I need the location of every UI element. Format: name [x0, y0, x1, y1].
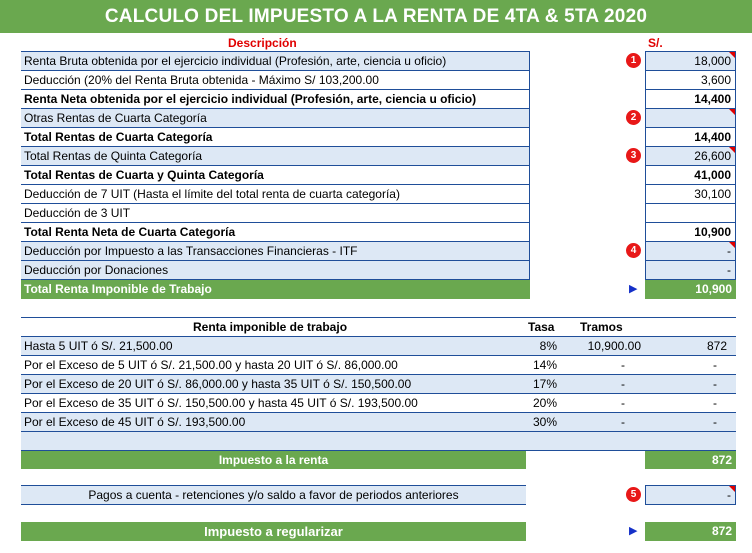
row-renta-bruta[interactable]: Renta Bruta obtenida por el ejercicio individual (Profesión, arte, ciencia u oficio): [21, 52, 529, 71]
row-deduccion-20[interactable]: Deducción (20% del Renta Bruta obtenida - Máximo S/ 103,200.00: [21, 71, 529, 90]
value-deduccion-donaciones[interactable]: -: [646, 261, 735, 280]
bracket-impuesto: -: [713, 396, 717, 410]
bracket-impuesto: -: [713, 377, 717, 391]
value-otras-rentas[interactable]: [646, 109, 735, 128]
play-arrow-icon: ▶: [629, 283, 638, 295]
row-total-cuarta-quinta[interactable]: Total Rentas de Cuarta y Quinta Categoría: [21, 166, 529, 185]
pagos-cuenta-label[interactable]: Pagos a cuenta - retenciones y/o saldo a favor de periodos anteriores: [21, 485, 526, 505]
bracket-row[interactable]: [21, 337, 736, 356]
sheet-title: CALCULO DEL IMPUESTO A LA RENTA DE 4TA & 5TA 2020: [0, 0, 752, 33]
value-deduccion-20[interactable]: 3,600: [646, 71, 735, 90]
comment-indicator-icon: [729, 109, 735, 115]
bracket-tramo: -: [621, 396, 625, 410]
impuesto-renta-label: Impuesto a la renta: [21, 451, 526, 469]
row-total-cuarta[interactable]: Total Rentas de Cuarta Categoría: [21, 128, 529, 147]
total-renta-imponible-value[interactable]: 10,900: [645, 280, 736, 299]
badge-5-icon: 5: [626, 487, 641, 502]
value-total-quinta[interactable]: 26,600: [646, 147, 735, 166]
row-deduccion-7uit[interactable]: Deducción de 7 UIT (Hasta el límite del total renta de cuarta categoría): [21, 185, 529, 204]
row-deduccion-3uit[interactable]: Deducción de 3 UIT: [21, 204, 529, 223]
row-renta-neta[interactable]: Renta Neta obtenida por el ejercicio individual (Profesión, arte, ciencia u oficio): [21, 90, 529, 109]
badge-2-icon: 2: [626, 110, 641, 125]
row-total-quinta[interactable]: Total Rentas de Quinta Categoría: [21, 147, 529, 166]
value-renta-neta[interactable]: 14,400: [646, 90, 735, 109]
header-descripcion: Descripción: [228, 36, 297, 50]
value-deduccion-itf[interactable]: -: [646, 242, 735, 261]
bracket-label: Por el Exceso de 35 UIT ó S/. 150,500.00 y hasta 45 UIT ó S/. 193,500.00: [24, 396, 418, 410]
bracket-tasa: 30%: [532, 415, 557, 429]
impuesto-regularizar-value[interactable]: 872: [645, 522, 736, 541]
bracket-tramo: -: [621, 358, 625, 372]
badge-1-icon: 1: [626, 53, 641, 68]
total-renta-imponible-label: Total Renta Imponible de Trabajo: [21, 280, 530, 299]
value-total-cuarta[interactable]: 14,400: [646, 128, 735, 147]
bracket-row[interactable]: [21, 394, 736, 413]
row-otras-rentas[interactable]: Otras Rentas de Cuarta Categoría: [21, 109, 529, 128]
badge-4-icon: 4: [626, 243, 641, 258]
bracket-tramo: -: [621, 377, 625, 391]
bracket-row[interactable]: [21, 375, 736, 394]
header-renta-imponible: Renta imponible de trabajo: [193, 320, 348, 334]
value-renta-bruta[interactable]: 18,000: [646, 52, 735, 71]
row-deduccion-donaciones[interactable]: Deducción por Donaciones: [21, 261, 529, 280]
bracket-tasa: 14%: [532, 358, 557, 372]
bracket-tramo: 10,900.00: [587, 339, 641, 353]
value-total-cuarta-quinta[interactable]: 41,000: [646, 166, 735, 185]
value-deduccion-7uit[interactable]: 30,100: [646, 185, 735, 204]
value-total-renta-neta-cuarta[interactable]: 10,900: [646, 223, 735, 242]
comment-indicator-icon: [729, 52, 735, 58]
bracket-row[interactable]: [21, 356, 736, 375]
row-deduccion-itf[interactable]: Deducción por Impuesto a las Transacciones Financieras - ITF: [21, 242, 529, 261]
bracket-tasa: 20%: [532, 396, 557, 410]
bracket-label: Hasta 5 UIT ó S/. 21,500.00: [24, 339, 173, 353]
row-total-renta-neta-cuarta[interactable]: Total Renta Neta de Cuarta Categoría: [21, 223, 529, 242]
bracket-label: Por el Exceso de 5 UIT ó S/. 21,500.00 y hasta 20 UIT ó S/. 86,000.00: [24, 358, 398, 372]
bracket-label: Por el Exceso de 20 UIT ó S/. 86,000.00 y hasta 35 UIT ó S/. 150,500.00: [24, 377, 412, 391]
header-tramos: Tramos: [580, 320, 623, 334]
header-currency: S/.: [648, 36, 663, 50]
bracket-impuesto: 872: [706, 339, 727, 353]
table-right-border: [529, 51, 530, 280]
impuesto-renta-value[interactable]: 872: [645, 451, 736, 469]
bracket-impuesto: -: [713, 415, 717, 429]
bracket-tasa: 8%: [539, 339, 557, 353]
bracket-empty-row: [21, 432, 736, 451]
impuesto-regularizar-label: Impuesto a regularizar: [21, 522, 526, 541]
comment-indicator-icon: [729, 486, 735, 492]
play-arrow-icon: ▶: [629, 525, 638, 537]
bracket-tasa: 17%: [532, 377, 557, 391]
badge-3-icon: 3: [626, 148, 641, 163]
bracket-tramo: -: [621, 415, 625, 429]
comment-indicator-icon: [729, 242, 735, 248]
bracket-row[interactable]: [21, 413, 736, 432]
brackets-header-row: [21, 318, 736, 337]
pagos-cuenta-value[interactable]: -: [645, 485, 736, 505]
comment-indicator-icon: [729, 147, 735, 153]
value-right-border: [735, 51, 736, 280]
bracket-label: Por el Exceso de 45 UIT ó S/. 193,500.00: [24, 415, 246, 429]
bracket-impuesto: -: [713, 358, 717, 372]
header-tasa: Tasa: [528, 320, 555, 334]
value-deduccion-3uit[interactable]: [646, 204, 735, 223]
